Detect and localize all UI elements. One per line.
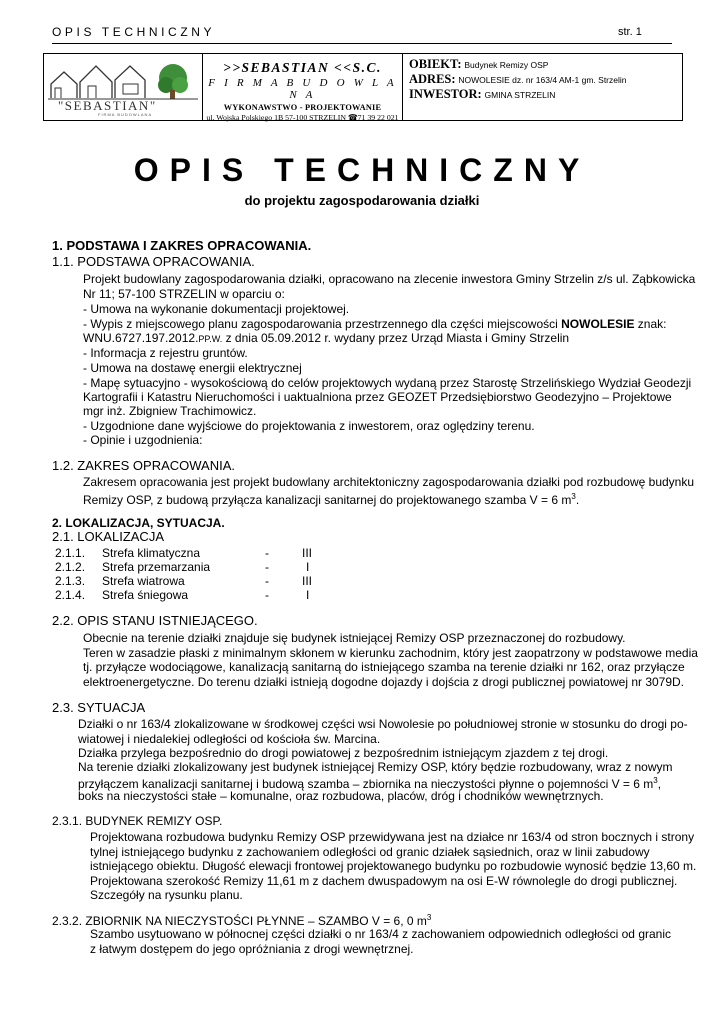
- zone-name: Strefa klimatyczna: [102, 546, 201, 560]
- heading-text: 2.3.2. ZBIORNIK NA NIECZYSTOŚCI PŁYNNE – SZAMBO V = 6, 0 m: [52, 914, 427, 928]
- list-item-text: - Wypis z miejscowego planu zagospodarowania przestrzennego dla części miejscowości: [83, 317, 562, 331]
- place-name: NOWOLESIE: [561, 317, 635, 331]
- section-2-3-1-heading: 2.3.1. BUDYNEK REMIZY OSP.: [52, 814, 223, 828]
- paragraph-line: Teren w zasadzie płaski z minimalnym skłonem w kierunku zachodnim, który jest zaopatrzony w podstawowe media: [83, 646, 698, 660]
- list-item: - Opinie i uzgodnienia:: [83, 433, 203, 447]
- paragraph-line: elektroenergetyczne. Do terenu działki istnieją dogodne dojazdy i dojścia z drogi publicznej powiatowej nr 3079D.: [83, 675, 685, 689]
- paragraph-line: Projektowana szerokość Remizy 11,61 m z dachem dwuspadowym na osi E-W równolegle do drogi publicznej.: [90, 874, 678, 888]
- zone-value: I: [306, 560, 310, 574]
- zone-value: III: [302, 546, 313, 560]
- address-label: ADRES:: [409, 72, 456, 86]
- paragraph-line: Na terenie działki zlokalizowany jest budynek istniejącej Remizy OSP, który będzie rozbudowany, wraz z nowym: [78, 760, 673, 774]
- section-1-2-heading: 1.2. ZAKRES OPRACOWANIA.: [52, 458, 236, 473]
- list-item-text: WNU.6727.197.2012.: [83, 331, 199, 345]
- company-subtitle: F I R M A B U D O W L A N A: [208, 77, 397, 101]
- paragraph-text: Remizy OSP, z budową przyłącza kanalizacji sanitarnej do projektowanego szamba V = 6 m: [83, 493, 572, 507]
- zone-dash: -: [265, 560, 269, 574]
- header-title: OPIS TECHNICZNY: [52, 25, 216, 39]
- paragraph-line: Działki o nr 163/4 zlokalizowane w środkowej części wsi Nowolesie po południowej stronie w stosunku do drogi po-: [78, 717, 688, 731]
- superscript: 3: [426, 913, 432, 922]
- address-value: NOWOLESIE dz. nr 163/4 AM-1 gm. Strzelin: [458, 75, 627, 85]
- paragraph-line: tj. przyłącze wodociągowe, kanalizacją sanitarną do istniejącego szamba na terenie działki nr 162, oraz przyłącze: [83, 660, 685, 674]
- object-label: OBIEKT:: [409, 57, 462, 71]
- section-2-3-2-heading: [52, 911, 431, 928]
- zone-value: I: [306, 588, 310, 602]
- list-item: mgr inż. Zbigniew Trachimowicz.: [83, 404, 257, 418]
- paragraph-line: Szambo usytuowano w północnej części działki o nr 163/4 z zachowaniem odpowiednich odległości od granic: [90, 927, 671, 941]
- zone-number: 2.1.3.: [55, 574, 86, 588]
- section-1-heading: 1. PODSTAWA I ZAKRES OPRACOWANIA.: [52, 238, 312, 253]
- list-item: - Umowa na dostawę energii elektrycznej: [83, 361, 302, 375]
- paragraph-line: Projektowana rozbudowa budynku Remizy OSP przewidywana jest na działce nr 163/4 od stron bocznych i strony: [90, 830, 695, 844]
- zone-name: Strefa przemarzania: [102, 560, 211, 574]
- paragraph-line: boks na nieczystości stałe – komunalne, oraz rozbudowa, placów, dróg i chodników wewnętrznych.: [78, 789, 604, 803]
- zone-dash: -: [265, 546, 269, 560]
- title-block: [43, 53, 683, 121]
- paragraph-line: tylnej istniejącego budynku z zachowaniem odległości od granic działek sąsiednich, oraz w linii zabudowy: [90, 845, 650, 859]
- project-info: [409, 57, 627, 102]
- list-item: [83, 331, 569, 346]
- paragraph-line: Obecnie na terenie działki znajduje się budynek istniejącej Remizy OSP przeznaczonej do rozbudowy.: [83, 631, 626, 645]
- zone-dash: -: [265, 588, 269, 602]
- block-divider: [402, 54, 403, 120]
- investor-label: INWESTOR:: [409, 87, 482, 101]
- list-item-text: PP.W.: [198, 334, 223, 344]
- company-name: >>SEBASTIAN <<S.C.: [223, 60, 382, 75]
- paragraph-text: ,: [657, 777, 662, 791]
- superscript: 3: [653, 776, 658, 785]
- paragraph-line: [83, 490, 579, 507]
- document-title: OPIS TECHNICZNY: [133, 152, 591, 188]
- zone-number: 2.1.1.: [55, 546, 86, 560]
- list-item: - Mapę sytuacyjno - wysokościową do celów projektowych wydaną przez Starostę Strzelińskiego Wydział Geodezji: [83, 376, 692, 390]
- paragraph-line: Nr 11; 57-100 STRZELIN w oparciu o:: [83, 287, 285, 301]
- zone-name: Strefa wiatrowa: [102, 574, 185, 588]
- list-item-text: z dnia 05.09.2012 r. wydany przez Urząd Miasta i Gminy Strzelin: [222, 331, 570, 345]
- superscript: 3: [571, 492, 576, 501]
- company-info: [203, 54, 402, 120]
- company-services: WYKONAWSTWO - PROJEKTOWANIE: [223, 103, 382, 112]
- zone-name: Strefa śniegowa: [102, 588, 189, 602]
- list-item: [83, 317, 666, 331]
- list-item-text: znak:: [634, 317, 667, 331]
- logo-subtext: FIRMA BUDOWLANA: [98, 112, 153, 117]
- section-2-heading: 2. LOKALIZACJA, SYTUACJA.: [52, 516, 225, 530]
- list-item: - Informacja z rejestru gruntów.: [83, 346, 248, 360]
- company-address: ul. Wojska Polskiego 1B 57-100 STRZELIN ☎71 39 22 021: [206, 113, 399, 122]
- section-1-1-heading: 1.1. PODSTAWA OPRACOWANIA.: [52, 254, 255, 269]
- list-item: Kartografii i Katastru Nieruchomości i uaktualniona przez GEOZET Przedsiębiorstwo Geodezyjno – Projektowe: [83, 390, 672, 404]
- paragraph-line: Projekt budowlany zagospodarowania działki, opracowano na zlecenie inwestora Gminy Strzelin z/s ul. Ząbkowicka: [83, 272, 696, 286]
- list-item: - Umowa na wykonanie dokumentacji projektowej.: [83, 302, 350, 316]
- logo-text: "SEBASTIAN": [58, 98, 157, 113]
- paragraph-text: przyłączem kanalizacji sanitarnej i budową szamba – zbiornika na nieczystości płynne o pojemności V = 6 m: [78, 777, 654, 791]
- paragraph-line: Szczegóły na rysunku planu.: [90, 888, 243, 902]
- object-value: Budynek Remizy OSP: [464, 60, 549, 70]
- zone-value: III: [302, 574, 313, 588]
- investor-value: GMINA STRZELIN: [484, 90, 556, 100]
- paragraph-text: .: [575, 493, 580, 507]
- paragraph-line: Zakresem opracowania jest projekt budowlany architektoniczny zagospodarowania działki pod rozbudowę budynku: [83, 475, 695, 489]
- paragraph-line: z łatwym dostępem do jego opróżniania z drogi wewnętrznej.: [90, 942, 414, 956]
- list-item: - Uzgodnione dane wyjściowe do projektowania z inwestorem, oraz oględziny terenu.: [83, 419, 535, 433]
- paragraph-line: istniejącego obiektu. Długość elewacji frontowej projektowanego budynku po rozbudowie wynosić będzie 13,60 m.: [90, 859, 697, 873]
- paragraph-line: Działka przylega bezpośrednio do drogi powiatowej z bezpośrednim istniejącym zjazdem z tej drogi.: [78, 746, 609, 760]
- zone-dash: -: [265, 574, 269, 588]
- paragraph-line: wiatowej i niedalekiej odległości od kościoła św. Marcina.: [78, 732, 381, 746]
- company-logo: [48, 58, 198, 116]
- section-2-1-heading: 2.1. LOKALIZACJA: [52, 529, 164, 544]
- zone-number: 2.1.4.: [55, 588, 86, 602]
- page-number: str. 1: [618, 26, 642, 38]
- document-subtitle: do projektu zagospodarowania działki: [244, 193, 480, 208]
- zone-number: 2.1.2.: [55, 560, 86, 574]
- section-2-3-heading: 2.3. SYTUACJA: [52, 700, 146, 715]
- header-divider: [52, 43, 672, 44]
- section-2-2-heading: 2.2. OPIS STANU ISTNIEJĄCEGO.: [52, 613, 258, 628]
